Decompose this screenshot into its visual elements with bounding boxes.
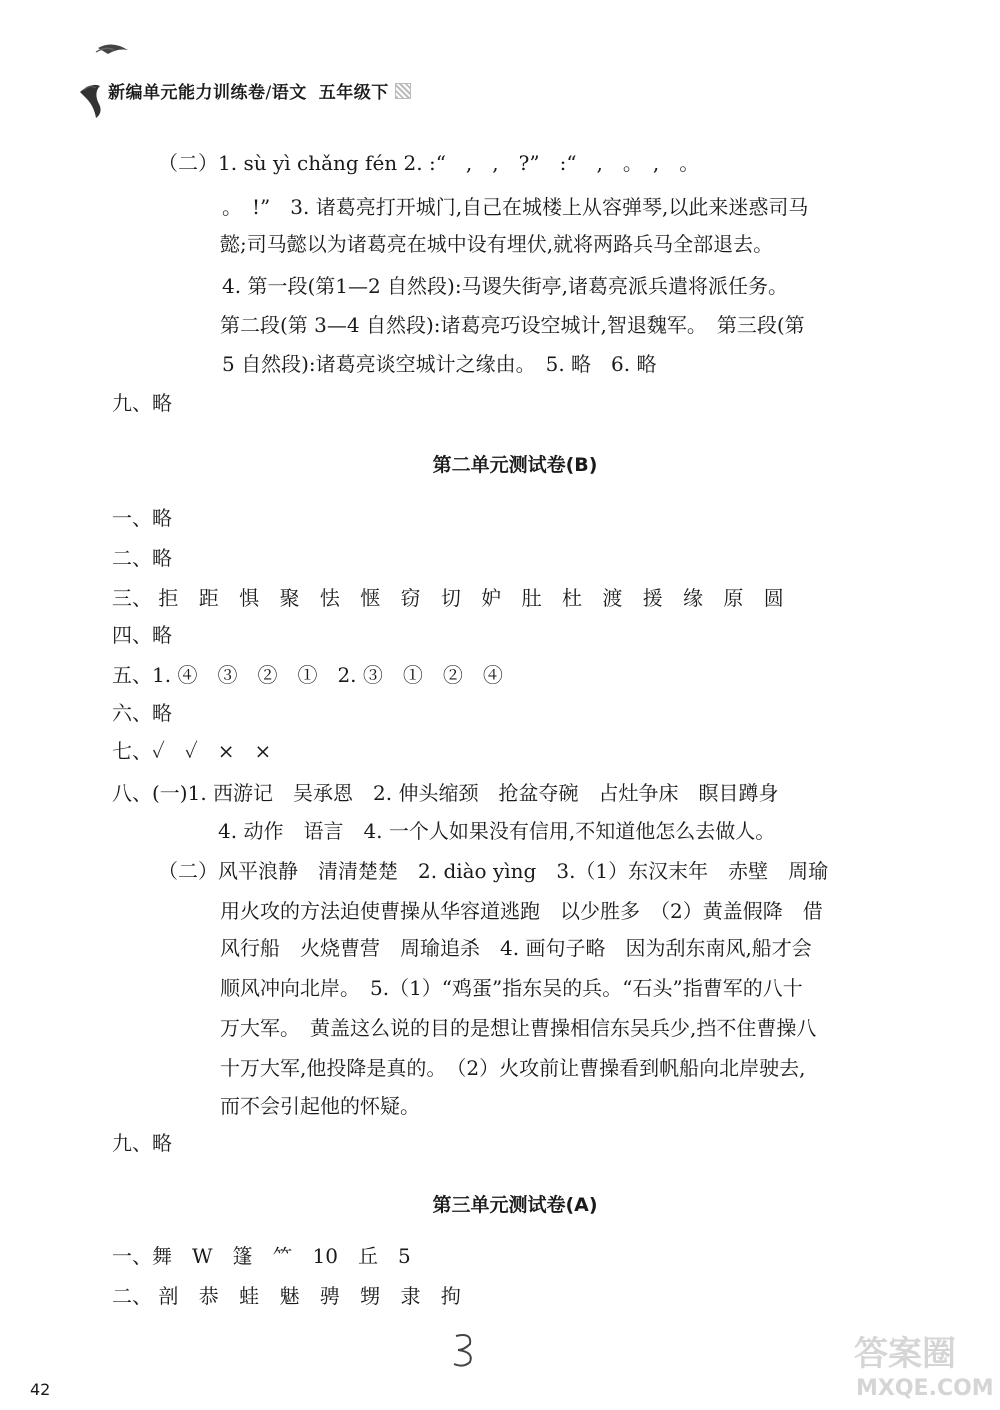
answer-line: 十万大军,他投降是真的。 （2）火攻前让曹操看到帆船向北岸驶去, xyxy=(220,1056,806,1080)
watermark xyxy=(828,1318,1000,1410)
answer-label: 三、 xyxy=(112,586,152,610)
answer-char: 渡 xyxy=(602,586,623,610)
answer-line: 4. 动作 语言 4. 一个人如果没有信用,不知道他怎么去做人。 xyxy=(218,819,776,843)
answer-line-chars xyxy=(112,585,798,611)
answer-line: 。 !” 3. 诸葛亮打开城门,自己在城楼上从容弹琴,以此来迷惑司马 xyxy=(222,195,809,219)
answer-line: 九、略 xyxy=(112,1131,172,1155)
answer-line: 一、舞 W 篷 ⺮ 10 丘 5 xyxy=(112,1244,411,1268)
answer-char: 魅 xyxy=(279,1284,300,1308)
answer-char: 恭 xyxy=(198,1284,219,1308)
answer-char: 原 xyxy=(723,586,744,610)
answer-line: 4. 第一段(第1—2 自然段):马谡失街亭,诸葛亮派兵遣将派任务。 xyxy=(222,274,788,298)
answer-char: 窃 xyxy=(400,586,421,610)
answer-line: 风行船 火烧曹营 周瑜追杀 4. 画句子略 因为刮东南风,船才会 xyxy=(220,936,812,960)
answer-char: 圆 xyxy=(763,586,784,610)
handwritten-mark-icon xyxy=(448,1330,488,1370)
page-number: 42 xyxy=(30,1380,51,1399)
answer-label: 二、 xyxy=(112,1284,152,1308)
page-header xyxy=(78,40,478,120)
answer-char: 怯 xyxy=(319,586,340,610)
answer-line: 六、略 xyxy=(112,701,172,725)
answer-line: 懿;司马懿以为诸葛亮在城中设有埋伏,就将两路兵马全部退去。 xyxy=(220,232,774,256)
answer-line: 万大军。 黄盖这么说的目的是想让曹操相信东吴兵少,挡不住曹操八 xyxy=(220,1016,817,1040)
answer-line: 八、(一)1. 西游记 吴承恩 2. 伸头缩颈 抢盆夺碗 占灶争床 瞑目蹲身 xyxy=(112,781,779,805)
answer-line: 七、✓ ✓ × × xyxy=(112,739,272,763)
answer-char: 甥 xyxy=(360,1284,381,1308)
answer-line: 用火攻的方法迫使曹操从华容道逃跑 以少胜多 （2）黄盖假降 借 xyxy=(220,899,823,923)
publisher-logo-icon xyxy=(395,83,411,99)
answer-char: 拒 xyxy=(158,586,179,610)
section-title-unit2-b: 第二单元测试卷(B) xyxy=(432,454,598,476)
answer-char: 妒 xyxy=(481,586,502,610)
watermark-url: MXQE.COM xyxy=(856,1376,994,1401)
watermark-text: 答案圈 xyxy=(854,1334,956,1374)
answer-char: 蛙 xyxy=(239,1284,260,1308)
answer-line: 五、1. ④ ③ ② ① 2. ③ ① ② ④ xyxy=(112,663,503,687)
answer-char: 切 xyxy=(440,586,461,610)
answer-char: 缘 xyxy=(683,586,704,610)
header-subject: 语文 xyxy=(271,83,307,103)
answer-char: 杜 xyxy=(561,586,582,610)
header-grade: 五年级下 xyxy=(318,83,389,103)
answer-line: （二）1. sù yì chǎng fén 2. :“ , , ?” :“ , 。 , 。 xyxy=(158,151,700,175)
header-separator: / xyxy=(265,83,272,103)
answer-line: 九、略 xyxy=(112,391,172,415)
answer-line: 5 自然段):诸葛亮谈空城计之缘由。 5. 略 6. 略 xyxy=(222,352,657,376)
answer-char: 隶 xyxy=(400,1284,421,1308)
section-title-unit3-a: 第三单元测试卷(A) xyxy=(432,1194,598,1216)
answer-line: 二、略 xyxy=(112,546,172,570)
answer-line: 而不会引起他的怀疑。 xyxy=(220,1094,420,1118)
answer-line: （二）风平浪静 清清楚楚 2. diào yìng 3.（1）东汉末年 赤壁 周瑜 xyxy=(158,859,829,883)
answer-line: 四、略 xyxy=(112,623,172,647)
answer-line: 顺风冲向北岸。 5.（1）“鸡蛋”指东吴的兵。“石头”指曹军的八十 xyxy=(220,976,803,1000)
answer-char: 惬 xyxy=(360,586,381,610)
answer-line: 一、略 xyxy=(112,506,172,530)
answer-char: 距 xyxy=(198,586,219,610)
answer-char: 援 xyxy=(642,586,663,610)
answer-line: 第二段(第 3—4 自然段):诸葛亮巧设空城计,智退魏军。 第三段(第 xyxy=(220,313,805,337)
answer-char: 剖 xyxy=(158,1284,179,1308)
answer-char: 聚 xyxy=(279,586,300,610)
answer-line-chars xyxy=(112,1283,475,1309)
header-title xyxy=(108,78,411,103)
answer-char: 骋 xyxy=(319,1284,340,1308)
answer-char: 肚 xyxy=(521,586,542,610)
answer-char: 惧 xyxy=(239,586,260,610)
answer-char: 拘 xyxy=(440,1284,461,1308)
header-book-name: 新编单元能力训练卷 xyxy=(108,83,266,103)
